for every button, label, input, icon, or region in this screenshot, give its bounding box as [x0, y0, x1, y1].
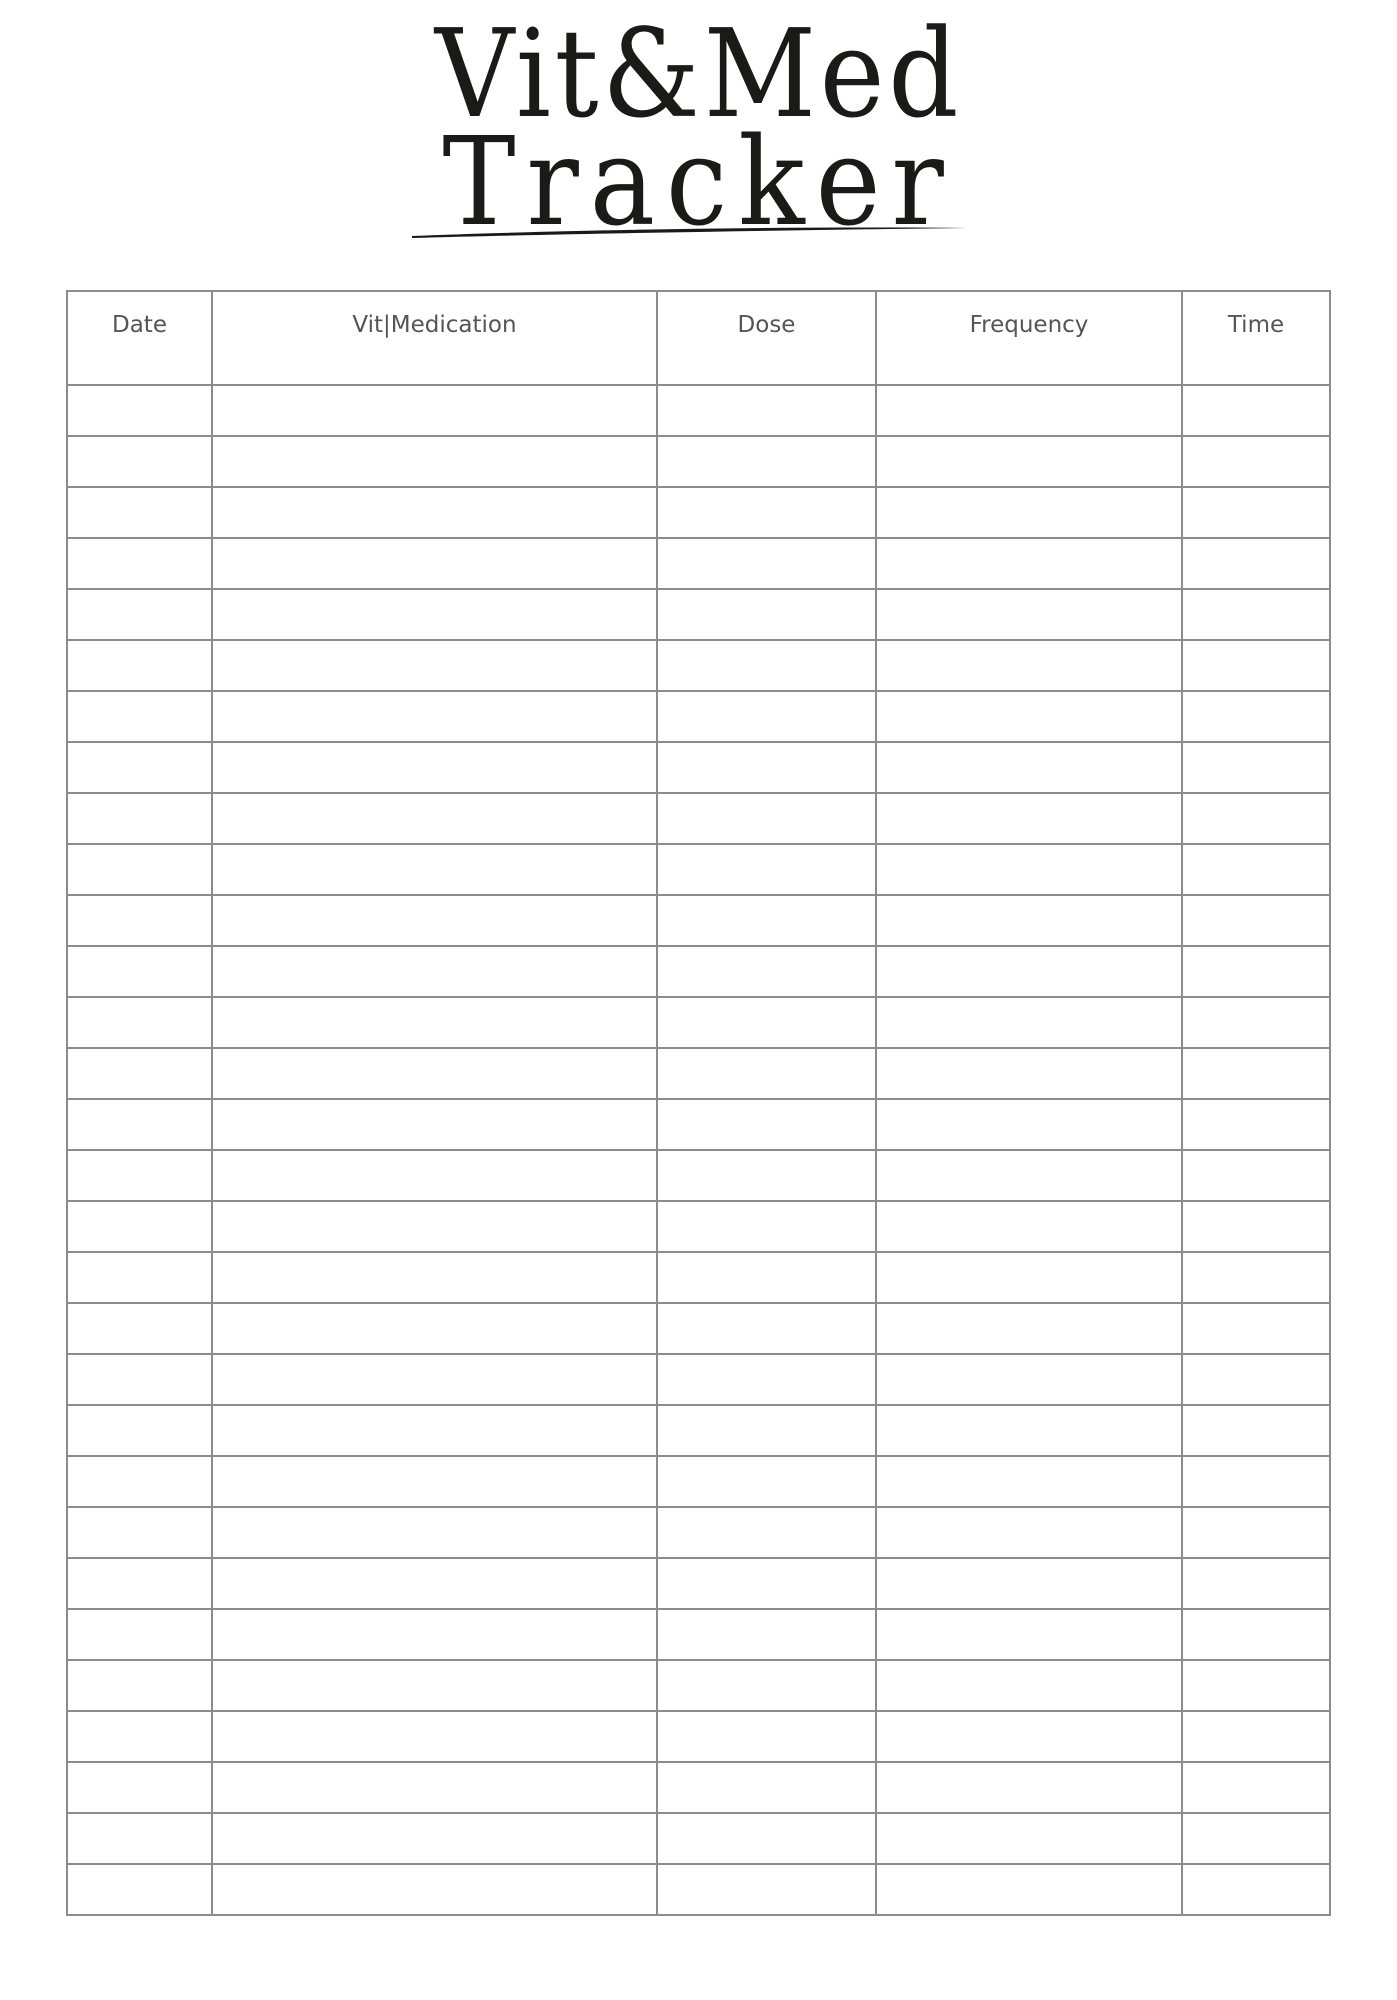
time-cell[interactable] — [1182, 844, 1330, 895]
frequency-cell[interactable] — [876, 1456, 1182, 1507]
date-cell[interactable] — [67, 1201, 212, 1252]
date-cell[interactable] — [67, 1558, 212, 1609]
time-cell[interactable] — [1182, 538, 1330, 589]
frequency-cell[interactable] — [876, 895, 1182, 946]
date-cell[interactable] — [67, 1150, 212, 1201]
dose-cell[interactable] — [657, 1252, 876, 1303]
date-cell[interactable] — [67, 1405, 212, 1456]
table-row — [67, 385, 1330, 436]
date-cell[interactable] — [67, 436, 212, 487]
time-cell[interactable] — [1182, 1507, 1330, 1558]
medication-cell[interactable] — [212, 1558, 657, 1609]
table-row — [67, 997, 1330, 1048]
date-cell[interactable] — [67, 844, 212, 895]
frequency-cell[interactable] — [876, 538, 1182, 589]
time-cell[interactable] — [1182, 1303, 1330, 1354]
medication-cell[interactable] — [212, 1813, 657, 1864]
time-cell[interactable] — [1182, 640, 1330, 691]
frequency-cell[interactable] — [876, 997, 1182, 1048]
header-row — [67, 291, 1330, 385]
time-cell[interactable] — [1182, 1813, 1330, 1864]
frequency-cell[interactable] — [876, 1099, 1182, 1150]
table-row — [67, 691, 1330, 742]
frequency-cell[interactable] — [876, 1405, 1182, 1456]
frequency-cell[interactable] — [876, 436, 1182, 487]
table-row — [67, 1660, 1330, 1711]
time-cell[interactable] — [1182, 1099, 1330, 1150]
date-cell[interactable] — [67, 946, 212, 997]
dose-cell[interactable] — [657, 1099, 876, 1150]
dose-cell[interactable] — [657, 1456, 876, 1507]
table-row — [67, 895, 1330, 946]
medication-cell[interactable] — [212, 1252, 657, 1303]
table-row — [67, 1099, 1330, 1150]
date-cell[interactable] — [67, 1762, 212, 1813]
dose-cell[interactable] — [657, 1711, 876, 1762]
dose-cell[interactable] — [657, 1813, 876, 1864]
date-cell[interactable] — [67, 1303, 212, 1354]
time-cell[interactable] — [1182, 1252, 1330, 1303]
date-cell[interactable] — [67, 538, 212, 589]
time-cell[interactable] — [1182, 1048, 1330, 1099]
frequency-cell[interactable] — [876, 1048, 1182, 1099]
table-row — [67, 1609, 1330, 1660]
date-cell[interactable] — [67, 1864, 212, 1915]
dose-cell[interactable] — [657, 1609, 876, 1660]
table-row — [67, 1762, 1330, 1813]
table-row — [67, 1456, 1330, 1507]
frequency-cell[interactable] — [876, 691, 1182, 742]
date-cell[interactable] — [67, 1099, 212, 1150]
time-cell[interactable] — [1182, 997, 1330, 1048]
frequency-cell[interactable] — [876, 487, 1182, 538]
time-cell[interactable] — [1182, 895, 1330, 946]
dose-cell[interactable] — [657, 1507, 876, 1558]
frequency-cell[interactable] — [876, 793, 1182, 844]
column-header-date: Date — [67, 291, 212, 385]
date-cell[interactable] — [67, 1252, 212, 1303]
medication-cell[interactable] — [212, 691, 657, 742]
dose-cell[interactable] — [657, 895, 876, 946]
column-header-time: Time — [1182, 291, 1330, 385]
date-cell[interactable] — [67, 1813, 212, 1864]
frequency-cell[interactable] — [876, 589, 1182, 640]
date-cell[interactable] — [67, 1354, 212, 1405]
dose-cell[interactable] — [657, 742, 876, 793]
dose-cell[interactable] — [657, 1405, 876, 1456]
table-row — [67, 1048, 1330, 1099]
time-cell[interactable] — [1182, 1405, 1330, 1456]
medication-cell[interactable] — [212, 1456, 657, 1507]
date-cell[interactable] — [67, 1711, 212, 1762]
time-cell[interactable] — [1182, 1711, 1330, 1762]
date-cell[interactable] — [67, 1609, 212, 1660]
time-cell[interactable] — [1182, 1864, 1330, 1915]
date-cell[interactable] — [67, 1507, 212, 1558]
frequency-cell[interactable] — [876, 1201, 1182, 1252]
medication-cell[interactable] — [212, 1762, 657, 1813]
time-cell[interactable] — [1182, 589, 1330, 640]
dose-cell[interactable] — [657, 946, 876, 997]
table-row — [67, 1507, 1330, 1558]
frequency-cell[interactable] — [876, 742, 1182, 793]
table-row — [67, 1150, 1330, 1201]
table-row — [67, 742, 1330, 793]
dose-cell[interactable] — [657, 997, 876, 1048]
date-cell[interactable] — [67, 1456, 212, 1507]
frequency-cell[interactable] — [876, 1864, 1182, 1915]
frequency-cell[interactable] — [876, 385, 1182, 436]
title-underline-icon — [410, 222, 970, 242]
time-cell[interactable] — [1182, 793, 1330, 844]
page-title-line-1: Vit&Med — [434, 3, 963, 145]
dose-cell[interactable] — [657, 1150, 876, 1201]
date-cell[interactable] — [67, 997, 212, 1048]
frequency-cell[interactable] — [876, 844, 1182, 895]
frequency-cell[interactable] — [876, 1660, 1182, 1711]
medication-cell[interactable] — [212, 742, 657, 793]
dose-cell[interactable] — [657, 436, 876, 487]
time-cell[interactable] — [1182, 1609, 1330, 1660]
table-row — [67, 1201, 1330, 1252]
time-cell[interactable] — [1182, 487, 1330, 538]
medication-cell[interactable] — [212, 1660, 657, 1711]
dose-cell[interactable] — [657, 793, 876, 844]
column-header-frequency: Frequency — [876, 291, 1182, 385]
time-cell[interactable] — [1182, 1354, 1330, 1405]
time-cell[interactable] — [1182, 436, 1330, 487]
medication-cell[interactable] — [212, 1201, 657, 1252]
medication-cell[interactable] — [212, 997, 657, 1048]
dose-cell[interactable] — [657, 1201, 876, 1252]
medication-cell[interactable] — [212, 1711, 657, 1762]
medication-cell[interactable] — [212, 1405, 657, 1456]
dose-cell[interactable] — [657, 1048, 876, 1099]
table-row — [67, 844, 1330, 895]
frequency-cell[interactable] — [876, 1354, 1182, 1405]
time-cell[interactable] — [1182, 742, 1330, 793]
dose-cell[interactable] — [657, 385, 876, 436]
dose-cell[interactable] — [657, 1558, 876, 1609]
table-row — [67, 1558, 1330, 1609]
date-cell[interactable] — [67, 640, 212, 691]
table-row — [67, 436, 1330, 487]
frequency-cell[interactable] — [876, 1150, 1182, 1201]
dose-cell[interactable] — [657, 844, 876, 895]
frequency-cell[interactable] — [876, 1507, 1182, 1558]
dose-cell[interactable] — [657, 1303, 876, 1354]
frequency-cell[interactable] — [876, 1813, 1182, 1864]
medication-cell[interactable] — [212, 487, 657, 538]
date-cell[interactable] — [67, 895, 212, 946]
medication-cell[interactable] — [212, 946, 657, 997]
dose-cell[interactable] — [657, 691, 876, 742]
table-row — [67, 1405, 1330, 1456]
column-header-medication: Vit|Medication — [212, 291, 657, 385]
table-row — [67, 640, 1330, 691]
date-cell[interactable] — [67, 1048, 212, 1099]
medication-cell[interactable] — [212, 589, 657, 640]
medication-cell[interactable] — [212, 1303, 657, 1354]
dose-cell[interactable] — [657, 1660, 876, 1711]
medication-cell[interactable] — [212, 640, 657, 691]
dose-cell[interactable] — [657, 640, 876, 691]
table-row — [67, 1303, 1330, 1354]
frequency-cell[interactable] — [876, 1558, 1182, 1609]
dose-cell[interactable] — [657, 1864, 876, 1915]
medication-cell[interactable] — [212, 895, 657, 946]
frequency-cell[interactable] — [876, 640, 1182, 691]
frequency-cell[interactable] — [876, 1303, 1182, 1354]
time-cell[interactable] — [1182, 1660, 1330, 1711]
medication-cell[interactable] — [212, 1609, 657, 1660]
page-title-line-2: Tracker — [442, 111, 955, 253]
table-row — [67, 1252, 1330, 1303]
table-body — [67, 385, 1330, 1915]
medication-cell[interactable] — [212, 793, 657, 844]
medication-cell[interactable] — [212, 385, 657, 436]
medication-cell[interactable] — [212, 538, 657, 589]
dose-cell[interactable] — [657, 487, 876, 538]
table-row — [67, 487, 1330, 538]
dose-cell[interactable] — [657, 1762, 876, 1813]
medication-cell[interactable] — [212, 844, 657, 895]
frequency-cell[interactable] — [876, 1252, 1182, 1303]
time-cell[interactable] — [1182, 1456, 1330, 1507]
frequency-cell[interactable] — [876, 1762, 1182, 1813]
date-cell[interactable] — [67, 1660, 212, 1711]
frequency-cell[interactable] — [876, 1609, 1182, 1660]
table-row — [67, 589, 1330, 640]
column-header-dose: Dose — [657, 291, 876, 385]
frequency-cell[interactable] — [876, 1711, 1182, 1762]
table-row — [67, 538, 1330, 589]
table-row — [67, 1354, 1330, 1405]
medication-cell[interactable] — [212, 1099, 657, 1150]
medication-cell[interactable] — [212, 1048, 657, 1099]
medication-cell[interactable] — [212, 1864, 657, 1915]
date-cell[interactable] — [67, 793, 212, 844]
date-cell[interactable] — [67, 487, 212, 538]
tracker-table — [66, 290, 1331, 1916]
table-row — [67, 1711, 1330, 1762]
table-row — [67, 793, 1330, 844]
time-cell[interactable] — [1182, 1762, 1330, 1813]
date-cell[interactable] — [67, 691, 212, 742]
time-cell[interactable] — [1182, 1150, 1330, 1201]
dose-cell[interactable] — [657, 589, 876, 640]
date-cell[interactable] — [67, 742, 212, 793]
table-row — [67, 1813, 1330, 1864]
table-row — [67, 946, 1330, 997]
dose-cell[interactable] — [657, 538, 876, 589]
time-cell[interactable] — [1182, 691, 1330, 742]
medication-cell[interactable] — [212, 1507, 657, 1558]
date-cell[interactable] — [67, 589, 212, 640]
time-cell[interactable] — [1182, 1201, 1330, 1252]
date-cell[interactable] — [67, 385, 212, 436]
time-cell[interactable] — [1182, 1558, 1330, 1609]
medication-cell[interactable] — [212, 1150, 657, 1201]
dose-cell[interactable] — [657, 1354, 876, 1405]
frequency-cell[interactable] — [876, 946, 1182, 997]
medication-cell[interactable] — [212, 436, 657, 487]
time-cell[interactable] — [1182, 946, 1330, 997]
time-cell[interactable] — [1182, 385, 1330, 436]
table-row — [67, 1864, 1330, 1915]
medication-cell[interactable] — [212, 1354, 657, 1405]
